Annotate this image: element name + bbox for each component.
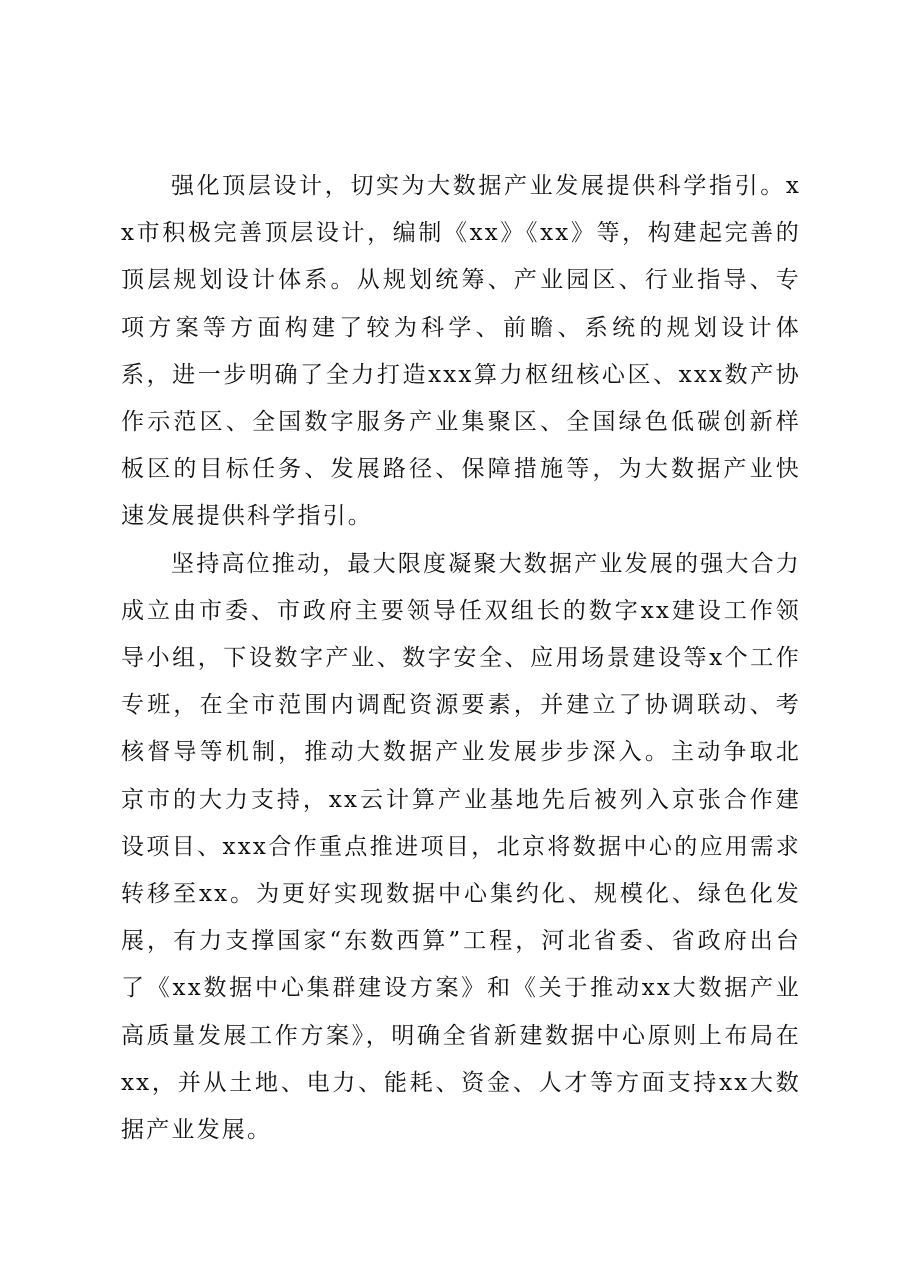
paragraph-high-level-promotion: 坚持高位推动，最大限度凝聚大数据产业发展的强大合力成立由市委、市政府主要领导任双组长的数字xx建设工作领导小组，下设数字产业、数字安全、应用场景建设等x个工作专班，在全市范围内调配资源要素，并建立了协调联动、考核督导等机制，推动大数据产业发展步步深入。主动争取北京市的大力支持，xx云计算产业基地先后被列入京张合作建设项目、xxx合作重点推进项目，北京将数据中心的应用需求转移至xx。为更好实现数据中心集约化、规模化、绿色化发展，有力支撑国家“东数西算”工程，河北省委、省政府出台了《xx数据中心集群建设方案》和《关于推动xx大数据产业高质量发展工作方案》，明确全省新建数据中心原则上布局在xx，并从土地、电力、能耗、资金、人才等方面支持xx大数据产业发展。 [121,550,801,1144]
document-body [121,163,801,1154]
paragraph-top-level-design: 强化顶层设计，切实为大数据产业发展提供科学指引。xx市积极完善顶层设计，编制《xx》《xx》等，构建起完善的顶层规划设计体系。从规划统筹、产业园区、行业指导、专项方案等方面构建了较为科学、前瞻、系统的规划设计体系，进一步明确了全力打造xxx算力枢纽核心区、xxx数产协作示范区、全国数字服务产业集聚区、全国绿色低碳创新样板区的目标任务、发展路径、保障措施等，为大数据产业快速发展提供科学指引。 [121,173,801,530]
